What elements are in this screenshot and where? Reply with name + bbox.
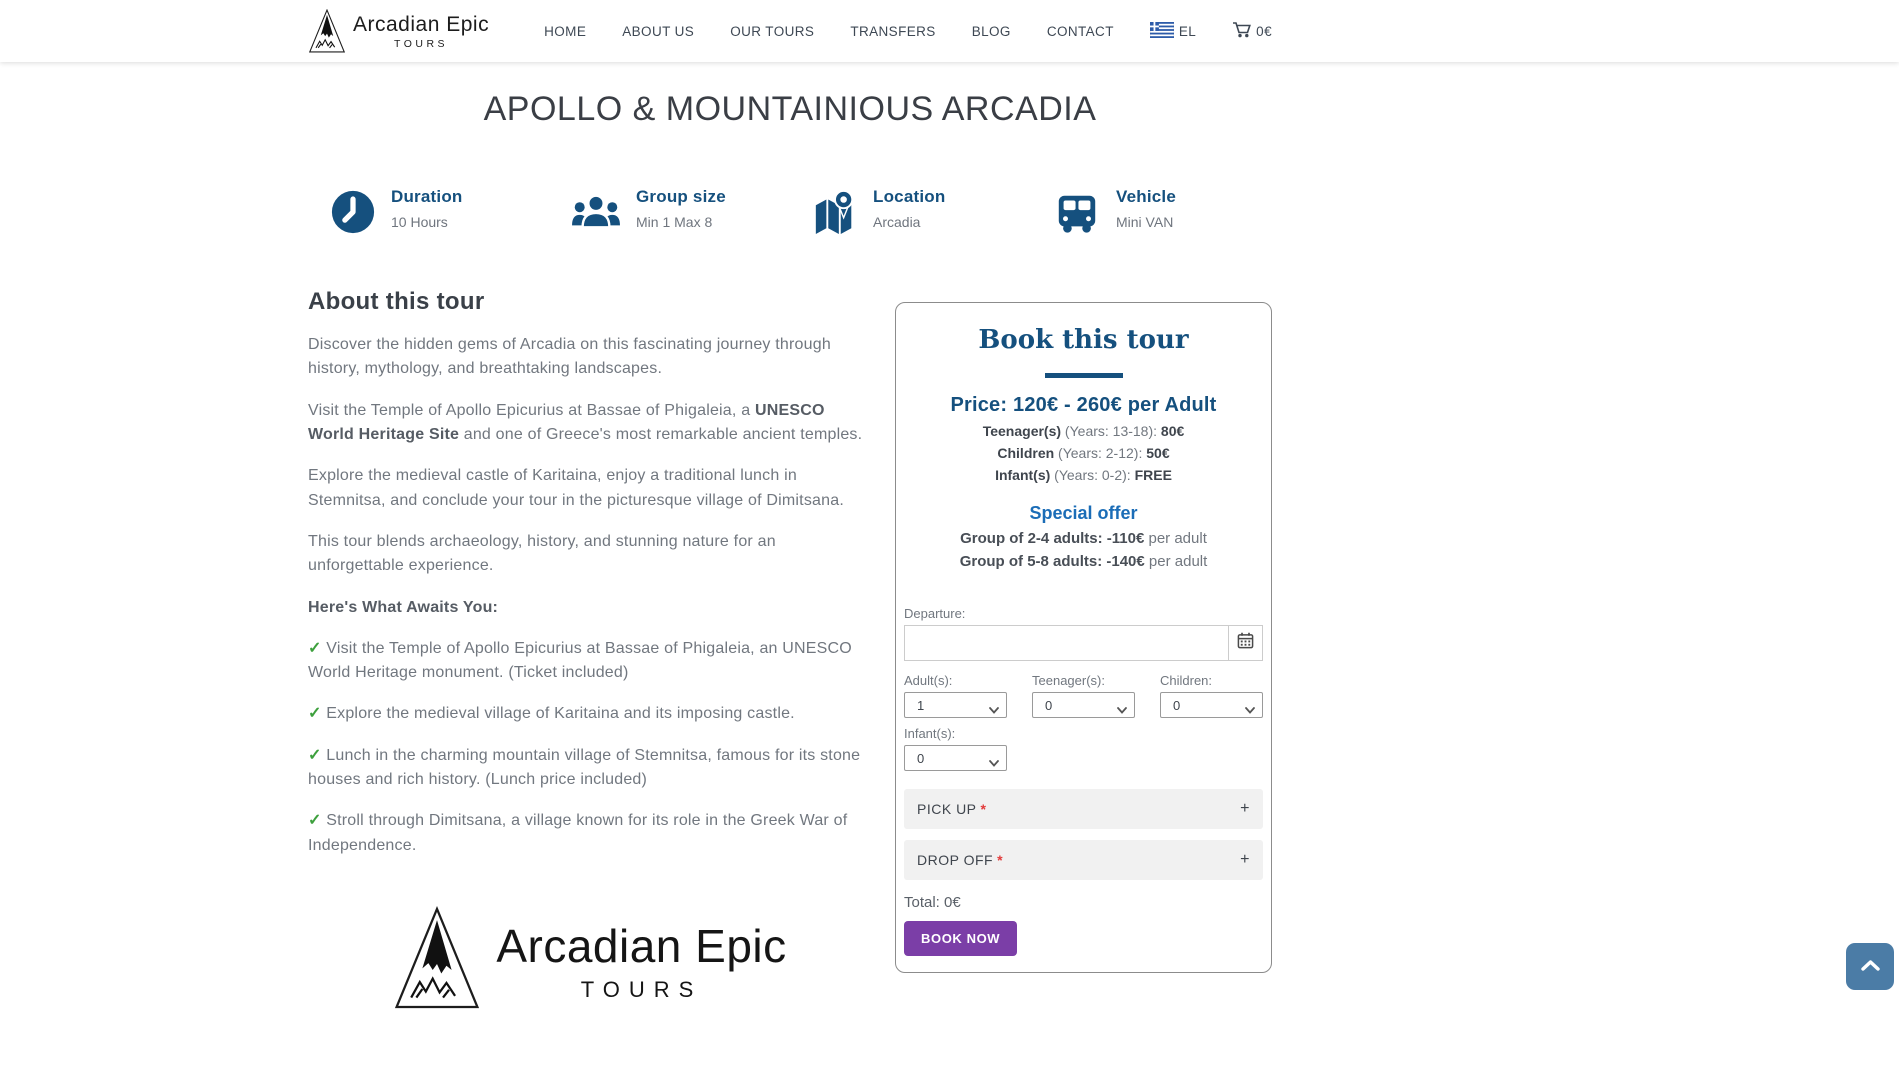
check-icon: ✓ bbox=[308, 639, 322, 657]
price-row: Teenager(s) (Years: 13-18): 80€ bbox=[982, 423, 1185, 439]
children-label: Children: bbox=[1160, 673, 1213, 688]
offer-row: Group of 5-8 adults: -140€ per adult bbox=[959, 553, 1208, 570]
nav-contact[interactable]: CONTACT bbox=[1046, 23, 1114, 39]
check-icon: ✓ bbox=[308, 812, 322, 830]
feature-value: Arcadia bbox=[873, 214, 921, 230]
nav-home[interactable]: HOME bbox=[544, 23, 587, 39]
expand-plus-icon: + bbox=[1240, 800, 1250, 817]
feature-location bbox=[790, 187, 1031, 240]
required-asterisk: * bbox=[980, 801, 987, 817]
total-line: Total: 0€ bbox=[904, 894, 961, 911]
pickup-label: PICK UP bbox=[917, 801, 977, 817]
brand-name: Arcadian Epic bbox=[496, 919, 787, 972]
highlight-item: ✓ Explore the medieval village of Karitaina and its imposing castle. bbox=[308, 705, 795, 723]
calendar-icon bbox=[1237, 632, 1254, 654]
highlight-item: ✓ Stroll through Dimitsana, a village known for its role in the Greek War of Independence. bbox=[308, 812, 848, 854]
highlight-item: ✓ Visit the Temple of Apollo Epicurius at Bassae of Phigaleia, an UNESCO World Heritage monument. (Ticket included) bbox=[308, 639, 852, 682]
mountain-logo-icon bbox=[308, 9, 346, 53]
feature-vehicle bbox=[1031, 187, 1272, 240]
site-logo[interactable] bbox=[308, 9, 489, 53]
infants-select[interactable] bbox=[904, 745, 1007, 771]
nav-about-us[interactable]: ABOUT US bbox=[622, 23, 695, 39]
van-icon bbox=[1053, 189, 1101, 240]
teenagers-select[interactable] bbox=[1032, 692, 1135, 718]
feature-value: Min 1 Max 8 bbox=[636, 214, 713, 230]
main-nav bbox=[544, 21, 1272, 41]
cart-icon bbox=[1232, 21, 1251, 41]
language-switcher[interactable] bbox=[1150, 22, 1196, 41]
clock-icon bbox=[330, 189, 376, 240]
children-select[interactable] bbox=[1160, 692, 1263, 718]
page-title: APOLLO & MOUNTAINIOUS ARCADIA bbox=[483, 90, 1097, 128]
about-heading: About this tour bbox=[308, 288, 485, 315]
chevron-up-icon bbox=[1861, 959, 1880, 974]
departure-input[interactable] bbox=[905, 626, 1228, 660]
about-paragraph: Visit the Temple of Apollo Epicurius at Bassae of Phigaleia, a UNESCO World Heritage Site and one of Greece's most remarkable ancient temples. bbox=[308, 401, 863, 443]
greek-flag-icon bbox=[1150, 22, 1174, 41]
dropoff-accordion[interactable] bbox=[904, 840, 1263, 880]
adults-select[interactable] bbox=[904, 692, 1007, 718]
booking-form bbox=[904, 606, 1263, 956]
mountain-logo-icon bbox=[394, 902, 480, 1019]
feature-duration bbox=[308, 187, 549, 240]
tour-features bbox=[308, 187, 1272, 240]
highlight-item: ✓ Lunch in the charming mountain village of Stemnitsa, famous for its stone houses and rich history. (Lunch price included) bbox=[308, 746, 861, 789]
special-offer-heading: Special offer bbox=[1029, 503, 1138, 523]
about-section bbox=[308, 240, 873, 1019]
feature-group-size bbox=[549, 187, 790, 240]
offer-row: Group of 2-4 adults: -110€ per adult bbox=[960, 530, 1207, 547]
feature-label: Duration bbox=[391, 187, 463, 206]
group-icon bbox=[571, 189, 621, 240]
departure-label: Departure: bbox=[904, 606, 966, 621]
about-paragraph: This tour blends archaeology, history, and stunning nature for an unforgettable experience. bbox=[308, 532, 776, 575]
price-row: Infant(s) (Years: 0-2): FREE bbox=[995, 467, 1172, 483]
about-paragraph: Explore the medieval castle of Karitaina, enjoy a traditional lunch in Stemnitsa, and conclude your tour in the picturesque village of Dimitsana. bbox=[308, 467, 844, 509]
feature-label: Group size bbox=[636, 187, 726, 206]
teenagers-label: Teenager(s): bbox=[1032, 673, 1105, 688]
scroll-to-top-button[interactable] bbox=[1846, 943, 1894, 990]
awaits-heading: Here's What Awaits You: bbox=[308, 598, 499, 616]
price-row: Children (Years: 2-12): 50€ bbox=[997, 445, 1170, 461]
booking-panel bbox=[895, 302, 1272, 973]
feature-value: Mini VAN bbox=[1116, 214, 1174, 230]
dropoff-label: DROP OFF bbox=[917, 852, 994, 868]
map-pin-icon bbox=[812, 189, 858, 240]
required-asterisk: * bbox=[997, 852, 1004, 868]
book-now-button[interactable]: BOOK NOW bbox=[904, 921, 1017, 956]
check-icon: ✓ bbox=[308, 705, 322, 723]
check-icon: ✓ bbox=[308, 746, 322, 764]
infants-label: Infant(s): bbox=[904, 726, 956, 741]
about-paragraph: Discover the hidden gems of Arcadia on this fascinating journey through history, mythology, and breathtaking landscapes. bbox=[308, 336, 831, 378]
brand-subtitle: TOURS bbox=[580, 976, 703, 1002]
main-content bbox=[308, 90, 1272, 1019]
cart-link[interactable] bbox=[1232, 21, 1272, 41]
nav-our-tours[interactable]: OUR TOURS bbox=[730, 23, 815, 39]
expand-plus-icon: + bbox=[1240, 851, 1250, 868]
nav-transfers[interactable]: TRANSFERS bbox=[850, 23, 936, 39]
booking-title: Book this tour bbox=[978, 325, 1189, 355]
footer-logo bbox=[308, 902, 873, 1019]
language-label: EL bbox=[1178, 23, 1197, 39]
adults-label: Adult(s): bbox=[904, 673, 953, 688]
feature-label: Vehicle bbox=[1116, 187, 1176, 206]
title-divider bbox=[1045, 373, 1123, 378]
feature-value: 10 Hours bbox=[391, 214, 448, 230]
site-header bbox=[0, 0, 1899, 62]
brand-subtitle: TOURS bbox=[394, 37, 449, 50]
feature-label: Location bbox=[873, 187, 946, 206]
pickup-accordion[interactable] bbox=[904, 789, 1263, 829]
cart-total: 0€ bbox=[1256, 23, 1272, 39]
price-line: Price: 120€ - 260€ per Adult bbox=[950, 394, 1217, 416]
calendar-button[interactable] bbox=[1228, 626, 1262, 660]
nav-blog[interactable]: BLOG bbox=[971, 23, 1011, 39]
brand-name: Arcadian Epic bbox=[353, 12, 490, 36]
departure-field bbox=[904, 625, 1263, 661]
